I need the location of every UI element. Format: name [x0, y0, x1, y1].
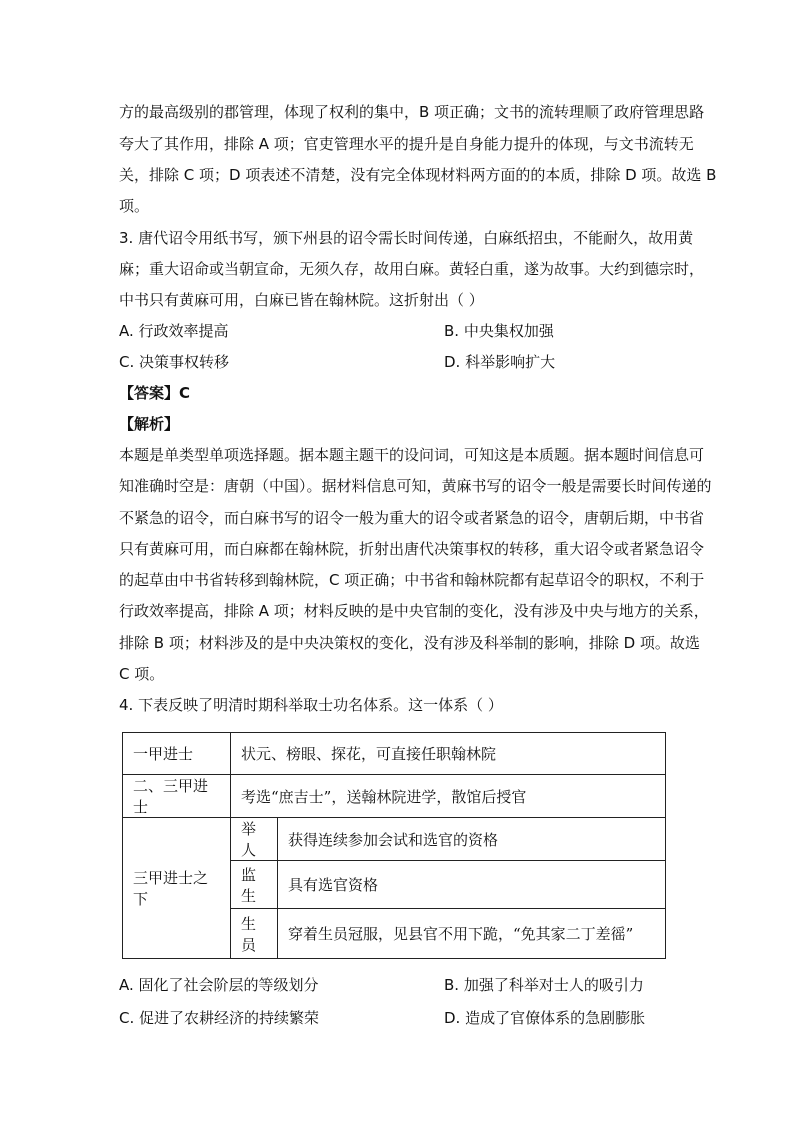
table-row — [123, 818, 666, 861]
table-row — [123, 733, 666, 775]
table-cell-desc: 穿着生员冠服，见县官不用下跪，“免其家二丁差徭” — [278, 909, 666, 959]
q3-option-a[interactable]: A. 行政效率提高 — [119, 322, 229, 340]
table-row — [123, 775, 666, 818]
q4-option-d[interactable]: D. 造成了官僚体系的急剧膨胀 — [444, 1009, 646, 1027]
table-cell-label: 一甲进士 — [123, 733, 231, 775]
q4-stem: 4. 下表反映了明清时期科举取士功名体系。这一体系（ ） — [119, 696, 503, 714]
table-cell-sublabel: 举人 — [231, 818, 278, 861]
explanation-line: 关，排除 C 项；D 项表述不清楚，没有完全体现材料两方面的的本质，排除 D 项。故选 B — [119, 166, 717, 184]
q4-option-c[interactable]: C. 促进了农耕经济的持续繁荣 — [119, 1009, 320, 1027]
explanation-line: 方的最高级别的郡管理，体现了权利的集中，B 项正确；文书的流转理顺了政府管理思路 — [119, 103, 705, 121]
q3-analysis-line: 行政效率提高，排除 A 项；材料反映的是中央官制的变化，没有涉及中央与地方的关系， — [119, 602, 709, 620]
q4-option-a[interactable]: A. 固化了社会阶层的等级划分 — [119, 976, 319, 994]
q3-stem-line: 中书只有黄麻可用，白麻已皆在翰林院。这折射出（ ） — [119, 291, 484, 309]
q3-analysis-line: C 项。 — [119, 665, 165, 683]
q3-option-d[interactable]: D. 科举影响扩大 — [444, 353, 556, 371]
table-cell-desc: 状元、榜眼、探花，可直接任职翰林院 — [231, 733, 666, 775]
q3-stem-line: 3. 唐代诏令用纸书写，颁下州县的诏令需长时间传递，白麻纸招虫，不能耐久，故用黄 — [119, 229, 694, 247]
q3-analysis-line: 不紧急的诏令，而白麻书写的诏令一般为重大的诏令或者紧急的诏令，唐朝后期，中书省 — [119, 509, 705, 527]
q4-option-b[interactable]: B. 加强了科举对士人的吸引力 — [444, 976, 644, 994]
table-cell-desc: 考选“庶吉士”，送翰林院进学，散馆后授官 — [231, 775, 666, 818]
q3-stem-line: 麻；重大诏命或当朝宣命，无须久存，故用白麻。黄轻白重，遂为故事。大约到德宗时， — [119, 260, 705, 278]
q3-analysis-heading: 【解析】 — [119, 415, 180, 433]
table-cell-desc: 获得连续参加会试和选官的资格 — [278, 818, 666, 861]
q3-analysis-line: 本题是单类型单项选择题。据本题主题干的设问词，可知这是本质题。据本题时间信息可 — [119, 446, 705, 464]
q3-answer: 【答案】C — [119, 384, 191, 402]
q3-analysis-line: 的起草由中书省转移到翰林院，C 项正确；中书省和翰林院都有起草诏令的职权，不利于 — [119, 571, 705, 589]
q3-analysis-line: 知准确时空是：唐朝（中国）。据材料信息可知，黄麻书写的诏令一般是需要长时间传递的 — [119, 477, 712, 495]
explanation-line: 夸大了其作用，排除 A 项；官吏管理水平的提升是自身能力提升的体现，与文书流转无 — [119, 135, 694, 153]
q3-analysis-line: 排除 B 项；材料涉及的是中央决策权的变化，没有涉及科举制的影响，排除 D 项。故选 — [119, 634, 700, 652]
table-cell-sublabel: 生员 — [231, 909, 278, 959]
table-cell-label: 二、三甲进士 — [123, 775, 231, 818]
q3-analysis-line: 只有黄麻可用，而白麻都在翰林院，折射出唐代决策事权的转移，重大诏令或者紧急诏令 — [119, 540, 705, 558]
table-cell-sublabel: 监生 — [231, 861, 278, 909]
q3-option-c[interactable]: C. 决策事权转移 — [119, 353, 230, 371]
table-cell-desc: 具有选官资格 — [278, 861, 666, 909]
q4-table — [122, 732, 666, 959]
explanation-line: 项。 — [119, 197, 150, 215]
q3-option-b[interactable]: B. 中央集权加强 — [444, 322, 554, 340]
table-cell-group-label: 三甲进士之下 — [123, 818, 231, 959]
